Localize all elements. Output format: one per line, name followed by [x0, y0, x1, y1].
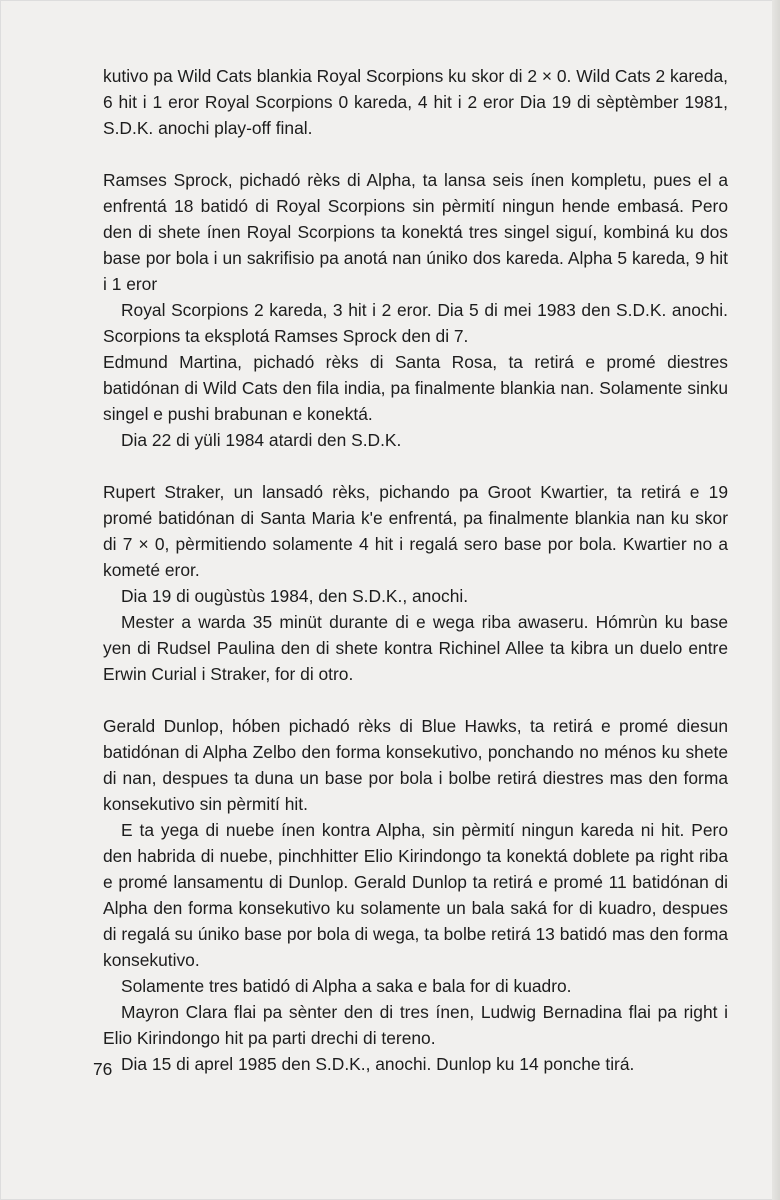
- text-block-4: [103, 713, 728, 1077]
- text-block-2: [103, 167, 728, 453]
- text-block-1: [103, 63, 728, 141]
- paragraph: Rupert Straker, un lansadó rèks, pichando pa Groot Kwartier, ta retirá e 19 promé batidónan di Santa Maria k'e enfrentá, pa finalmente blankia nan ku skor di 7 × 0, pèrmitiendo solamente 4 hit i regalá sero base por bola. Kwartier no a kometé eror.: [103, 482, 728, 580]
- paragraph: Dia 19 di ougùstùs 1984, den S.D.K., anochi.: [121, 586, 469, 606]
- paragraph: Solamente tres batidó di Alpha a saka e bala for di kuadro.: [121, 976, 572, 996]
- page-text: [103, 63, 728, 1103]
- paragraph: Edmund Martina, pichadó rèks di Santa Rosa, ta retirá e promé diestres batidónan di Wild Cats den fila india, pa finalmente blankia nan. Solamente sinku singel e pushi brabunan e konektá.: [103, 352, 728, 424]
- paragraph: Gerald Dunlop, hóben pichadó rèks di Blue Hawks, ta retirá e promé diesun batidónan di Alpha Zelbo den forma konsekutivo, ponchando no ménos ku shete di nan, despues ta duna un base por bola i bolbe retirá diestres mas den forma konsekutivo sin pèrmití hit.: [103, 716, 728, 814]
- paragraph: Mayron Clara flai pa sènter den di tres ínen, Ludwig Bernadina flai pa right i Elio Kirindongo hit pa parti drechi di tereno.: [103, 1002, 728, 1048]
- page-right-edge: [772, 0, 780, 1200]
- paragraph: kutivo pa Wild Cats blankia Royal Scorpions ku skor di 2 × 0. Wild Cats 2 kareda, 6 hit i 1 eror Royal Scorpions 0 kareda, 4 hit i 2 eror Dia 19 di sèptèmber 1981, S.D.K. anochi play-off final.: [103, 66, 728, 138]
- paragraph: Mester a warda 35 minüt durante di e wega riba awaseru. Hómrùn ku base yen di Rudsel Paulina den di shete kontra Richinel Allee ta kibra un duelo entre Erwin Curial i Straker, for di otro.: [103, 612, 728, 684]
- paragraph: Dia 15 di aprel 1985 den S.D.K., anochi. Dunlop ku 14 ponche tirá.: [121, 1054, 635, 1074]
- paragraph: Ramses Sprock, pichadó rèks di Alpha, ta lansa seis ínen kompletu, pues el a enfrentá 18 batidó di Royal Scorpions sin pèrmití ningun hende embasá. Pero den di shete ínen Royal Scorpions ta konektá tres singel siguí, kombiná ku dos base por bola i un sakrifisio pa anotá nan úniko dos kareda. Alpha 5 kareda, 9 hit i 1 eror: [103, 170, 728, 294]
- text-block-3: [103, 479, 728, 687]
- paragraph: E ta yega di nuebe ínen kontra Alpha, sin pèrmití ningun kareda ni hit. Pero den habrida di nuebe, pinchhitter Elio Kirindongo ta konektá doblete pa right riba e promé lansamentu di Dunlop. Gerald Dunlop ta retirá e promé 11 batidónan di Alpha den forma konsekutivo ku solamente un bala saká for di kuadro, despues di regalá su úniko base por bola di wega, ta bolbe retirá 13 batidó mas den forma konsekutivo.: [103, 820, 728, 970]
- paragraph: Royal Scorpions 2 kareda, 3 hit i 2 eror. Dia 5 di mei 1983 den S.D.K. anochi. Scorpions ta eksplotá Ramses Sprock den di 7.: [103, 300, 728, 346]
- page-number: 76: [93, 1059, 113, 1079]
- paragraph: Dia 22 di yüli 1984 atardi den S.D.K.: [121, 430, 402, 450]
